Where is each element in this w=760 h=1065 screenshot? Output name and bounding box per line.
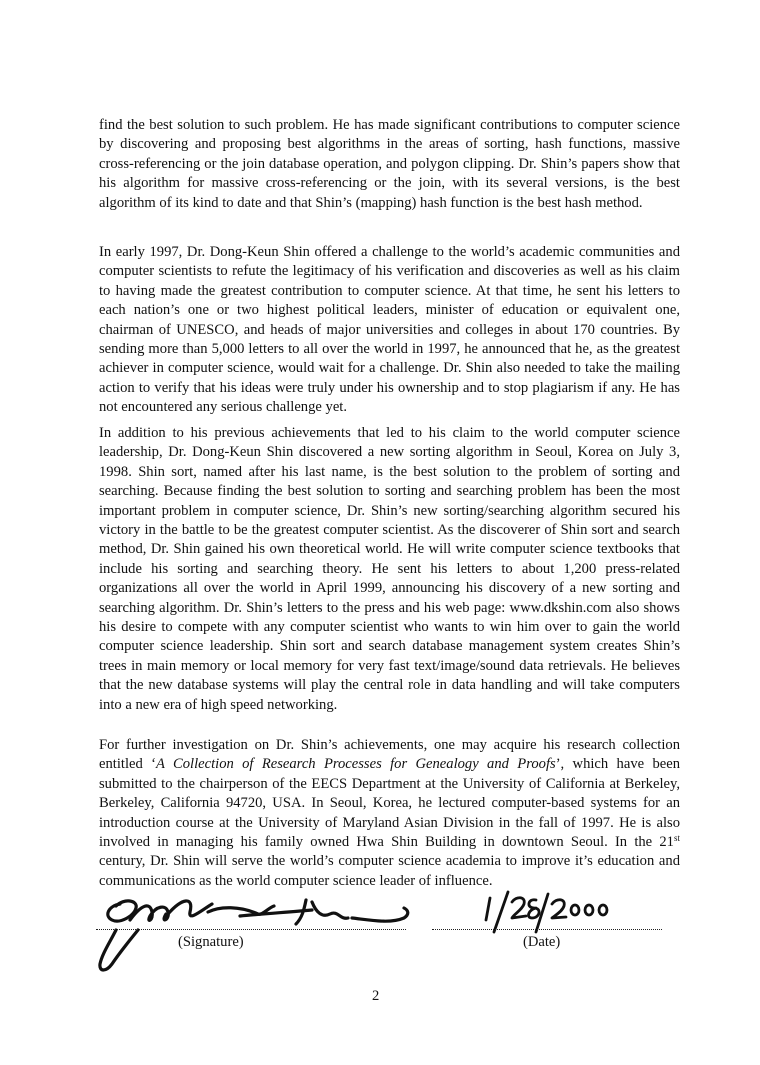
collection-title: A Collection of Research Processes for Genealogy and Proofs [155,756,556,773]
date-caption: (Date) [523,934,561,950]
paragraph-4-text-a: For further investigation on Dr. Shin’s achievements, one may acquire his research collection entitled ‘ [99,737,680,773]
signature-caption: (Signature) [178,934,244,950]
page-number: 2 [372,988,380,1004]
handwritten-signature [90,890,420,980]
signature-line [96,929,406,930]
ordinal-suffix: st [673,833,680,844]
paragraph-2: In early 1997, Dr. Dong-Keun Shin offered a challenge to the world’s academic communities and computer scientists to refute the legitimacy of his verification and discoveries as well as his claim to having made the greatest contribution to computer science. At that time, he sent his letters to each nation’s one or two highest political leaders, minister of education or equivalent one, chairman of UNESCO, and heads of major universities and colleges in about 170 countries. By sending more than 5,000 letters to all over the world in 1997, he announced that he, as the greatest achiever in computer science, would wait for a challenge. Dr. Shin also needed to take the mailing action to verify that his ideas were truly under his ownership and to stop plagiarism if any. He has not encountered any serious challenge yet. [99,244,680,416]
paragraph-4 [99,736,680,891]
paragraph-4-text-b: ’, which have been submitted to the chairperson of the EECS Department at the University of California at Berkeley, Berkeley, California 94720, USA. In Seoul, Korea, he lectured computer-based systems for an introduction course at the University of Maryland Asian Division in the fall of 1997. He is also involved in managing his family owned Hwa Shin Building in downtown Seoul. In the 21 [99,756,681,851]
paragraph-3: In addition to his previous achievements that led to his claim to the world computer science leadership, Dr. Dong-Keun Shin discovered a new sorting algorithm in Seoul, Korea on July 3, 1998. Shin sort, named after his last name, is the best solution to the problem of sorting and searching. Because finding the best solution to sorting and searching problem has been the most important problem in computer science, Dr. Shin’s new sorting/searching algorithm secured his victory in the battle to be the greatest computer scientist. As the discoverer of Shin sort and search method, Dr. Shin gained his own theoretical world. He will write computer science textbooks that include his sorting and searching theory. He sent his letters to about 1,200 press-related organizations all over the world in April 1999, announcing his discovery of a new sorting and searching algorithm. Dr. Shin’s letters to the press and his web page: www.dkshin.com also shows his desire to compete with any computer scientist who wants to win him over to gain the world computer science leadership. Shin sort and search database management system creates Shin’s trees in main memory or local memory for very fast text/image/sound data retrievals. He believes that the new database systems will play the central role in data handling and will take computers into a new era of high speed networking. [99,425,680,713]
paragraph-1: find the best solution to such problem. He has made significant contributions to computer science by discovering and proposing best algorithms in the areas of sorting, hash functions, massive cross-referencing or the join database operation, and polygon clipping. Dr. Shin’s papers show that his algorithm for massive cross-referencing or the join, with its several versions, is the best algorithm of its kind to date and that Shin’s (mapping) hash function is the best hash method. [99,117,680,211]
paragraph-4-text-c: century, Dr. Shin will serve the world’s computer science academia to improve it’s education and communications as the world computer science leader of influence. [99,853,680,889]
date-line [432,929,662,930]
